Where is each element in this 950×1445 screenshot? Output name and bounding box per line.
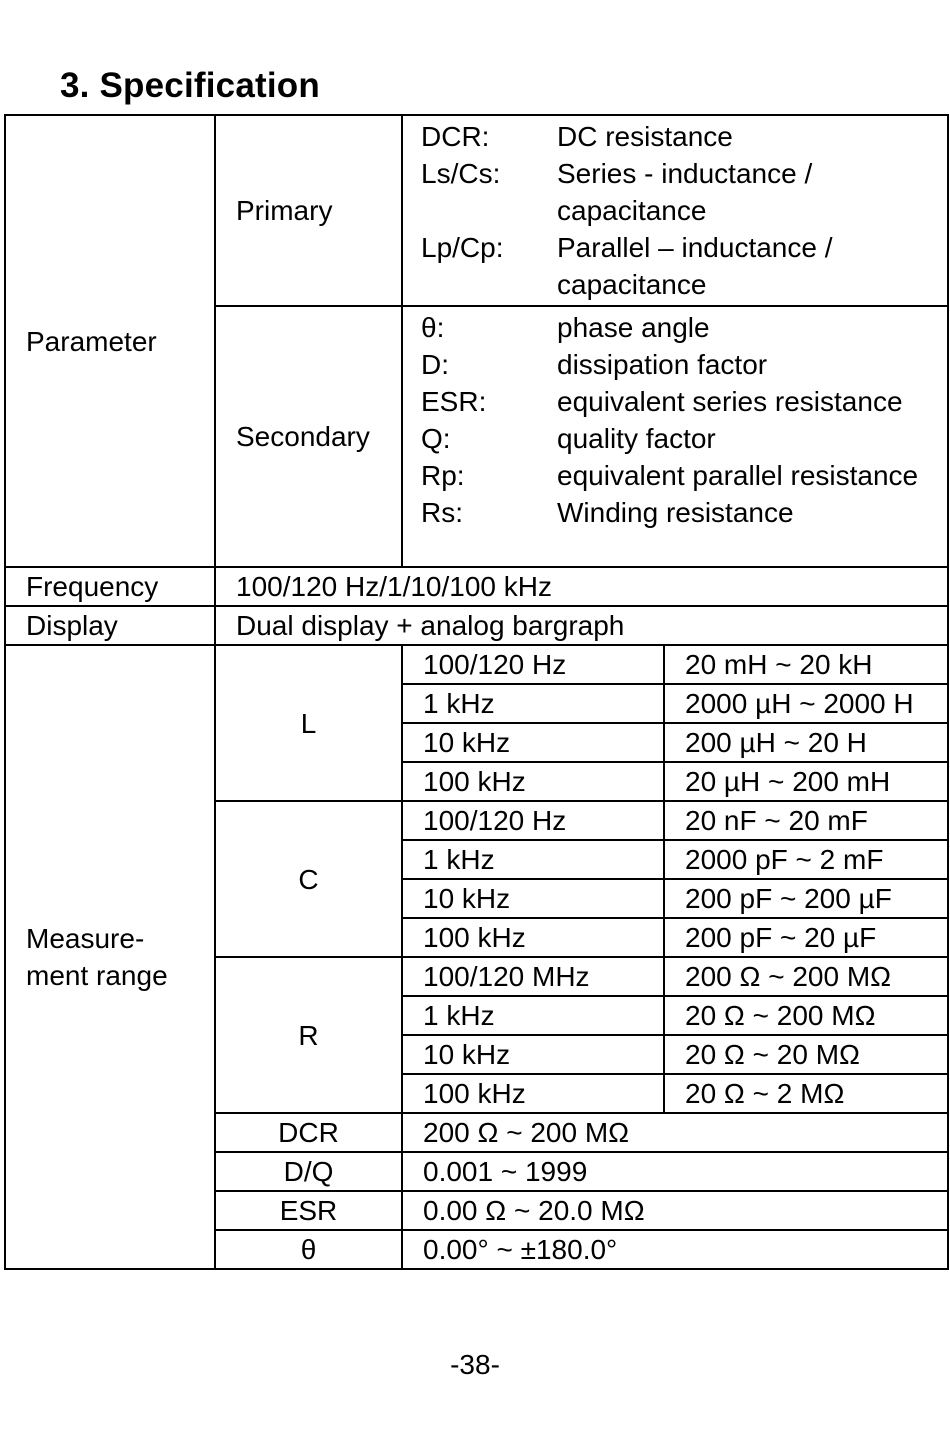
range-cell: 20 nF ~ 20 mF [664,801,948,840]
definition: phase angle [557,312,710,343]
table-row [5,645,948,684]
resistance-label: R [215,957,402,1113]
range-cell: 20 µH ~ 200 mH [664,762,948,801]
term: Rs: [421,497,463,528]
esr-label: ESR [215,1191,402,1230]
term: ESR: [421,386,487,417]
list-item [421,346,947,383]
dq-value: 0.001 ~ 1999 [402,1152,948,1191]
definition: Parallel – inductance / capacitance [557,232,833,300]
frequency-label: Frequency [5,567,215,606]
range-cell: 200 pF ~ 200 µF [664,879,948,918]
inductance-label: L [215,645,402,801]
frequency-cell: 10 kHz [402,723,664,762]
specification-table [4,114,949,1270]
frequency-cell: 100/120 MHz [402,957,664,996]
frequency-cell: 100 kHz [402,1074,664,1113]
frequency-cell: 10 kHz [402,1035,664,1074]
dcr-value: 200 Ω ~ 200 MΩ [402,1113,948,1152]
definition: equivalent series resistance [557,386,903,417]
table-row [5,115,948,306]
term: θ: [421,312,445,343]
range-cell: 20 Ω ~ 2 MΩ [664,1074,948,1113]
frequency-cell: 100 kHz [402,762,664,801]
definition: dissipation factor [557,349,768,380]
range-cell: 200 Ω ~ 200 MΩ [664,957,948,996]
term: DCR: [421,121,490,152]
term: D: [421,349,449,380]
list-item [421,420,947,457]
definition: quality factor [557,423,716,454]
range-cell: 20 mH ~ 20 kH [664,645,948,684]
term: Rp: [421,460,465,491]
frequency-cell: 100/120 Hz [402,645,664,684]
definition: equivalent parallel resistance [557,460,919,491]
range-cell: 2000 pF ~ 2 mF [664,840,948,879]
definition: Winding resistance [557,497,794,528]
list-item [421,229,947,303]
frequency-cell: 100/120 Hz [402,801,664,840]
theta-value: 0.00° ~ ±180.0° [402,1230,948,1269]
definition: Series - inductance / capacitance [557,158,813,226]
list-item [421,309,947,346]
secondary-label: Secondary [215,306,402,567]
frequency-cell: 1 kHz [402,684,664,723]
definition: DC resistance [557,121,733,152]
page-number: -38- [450,1349,500,1380]
theta-label: θ [215,1230,402,1269]
parameter-label: Parameter [5,115,215,567]
page-title: 3. Specification [60,66,320,105]
dcr-label: DCR [215,1113,402,1152]
frequency-cell: 100 kHz [402,918,664,957]
range-cell: 2000 µH ~ 2000 H [664,684,948,723]
range-cell: 200 µH ~ 20 H [664,723,948,762]
esr-value: 0.00 Ω ~ 20.0 MΩ [402,1191,948,1230]
range-cell: 20 Ω ~ 200 MΩ [664,996,948,1035]
term: Q: [421,423,451,454]
table-row [5,606,948,645]
table-row [5,567,948,606]
range-cell: 200 pF ~ 20 µF [664,918,948,957]
display-value: Dual display + analog bargraph [215,606,948,645]
frequency-cell: 1 kHz [402,840,664,879]
frequency-cell: 10 kHz [402,879,664,918]
list-item [421,494,947,531]
frequency-value: 100/120 Hz/1/10/100 kHz [215,567,948,606]
display-label: Display [5,606,215,645]
primary-descriptions [402,115,948,306]
secondary-descriptions [402,306,948,567]
term: Ls/Cs: [421,158,501,189]
list-item [421,383,947,420]
dq-label: D/Q [215,1152,402,1191]
list-item [421,457,947,494]
capacitance-label: C [215,801,402,957]
measurement-range-label: Measure- ment range [5,645,215,1269]
range-cell: 20 Ω ~ 20 MΩ [664,1035,948,1074]
frequency-cell: 1 kHz [402,996,664,1035]
term: Lp/Cp: [421,232,504,263]
list-item [421,155,947,229]
secondary-list [421,307,947,533]
primary-label: Primary [215,115,402,306]
list-item [421,118,947,155]
primary-list [421,116,947,305]
